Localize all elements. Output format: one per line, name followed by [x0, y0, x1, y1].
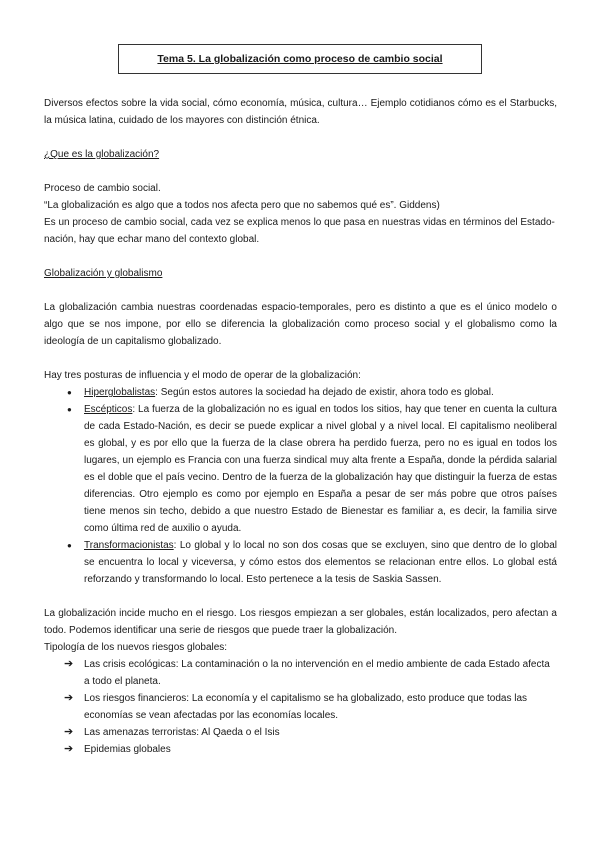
risk-text: Las crisis ecológicas: La contaminación o la no intervención en el medio ambiente de cada Estado afecta a todo el planeta. — [84, 659, 550, 687]
definition-line-1: Proceso de cambio social. — [44, 183, 161, 194]
risks-list — [44, 656, 557, 758]
arrow-right-icon: ➔ — [64, 692, 74, 704]
list-item — [64, 741, 557, 758]
section-heading-que-es: ¿Que es la globalización? — [44, 149, 160, 160]
posture-text: : La fuerza de la globalización no es igual en todos los sitios, hay que tener en cuenta la cultura de cada Estado-Nación, es decir se puede explicar a nivel global y a nivel local. El capitalismo neoliberal es global, y es por ello que la fuerza de la clase obrera ha perdido fuerza, pero no es igual en todos los lugares, un ejemplo es Francia con una fuerza sindical muy alta frente a España, donde la pérdida salarial es el doble que el país vecino. Dentro de la fuerza de la globalización hay que distinguir la fuerza de estas diferencias. Otro ejemplo es como por ejemplo en España a pesar de ser más pobre que otros países tiene menos sin techo, debido a que nuestro Estado de Bienestar es familiar a, es decir, la familia sirve como última red de auxilio o ayuda. — [84, 404, 557, 534]
risk-paragraph: La globalización incide mucho en el riesgo. Los riesgos empiezan a ser globales, están localizados, pero afectan a todo. Podemos identificar una serie de riesgos que puede traer la globalización. — [44, 608, 557, 636]
posture-term: Transformacionistas — [84, 540, 174, 551]
list-item — [84, 537, 557, 588]
definition-line-3: Es un proceso de cambio social, cada vez se explica menos lo que pasa en nuestras vidas en términos del Estado-nación, hay que echar mano del contexto global. — [44, 217, 555, 245]
list-item — [84, 401, 557, 537]
risk-text: Epidemias globales — [84, 744, 171, 755]
list-item — [64, 724, 557, 741]
list-item — [64, 690, 557, 724]
document-body — [44, 95, 557, 758]
globalismo-paragraph: La globalización cambia nuestras coordenadas espacio-temporales, pero es distinto a que es el único modelo o algo que se nos impone, por ello se diferencia la globalización como proceso social y el globalismo como la ideología de un capitalismo globalizado. — [44, 302, 557, 347]
posture-text: : Según estos autores la sociedad ha dejado de existir, ahora todo es global. — [155, 387, 494, 398]
arrow-right-icon: ➔ — [64, 726, 74, 738]
definition-line-2: “La globalización es algo que a todos nos afecta pero que no sabemos qué es”. Giddens) — [44, 200, 440, 211]
section-heading-globalismo: Globalización y globalismo — [44, 268, 163, 279]
posture-term: Escépticos — [84, 404, 133, 415]
page-title: Tema 5. La globalización como proceso de cambio social — [157, 53, 443, 65]
posture-term: Hiperglobalistas — [84, 387, 156, 398]
arrow-right-icon: ➔ — [64, 743, 74, 755]
posture-text: : Lo global y lo local no son dos cosas que se excluyen, sino que dentro de lo global se encuentra lo local y viceversa, y cómo estos dos elementos se relacionan entre ellos. Lo global está reforzando y transformando lo local. Esto pertenece a la tesis de Saskia Sassen. — [84, 540, 557, 585]
postures-list — [44, 384, 557, 588]
arrow-right-icon: ➔ — [64, 658, 74, 670]
list-item — [64, 656, 557, 690]
postures-intro: Hay tres posturas de influencia y el modo de operar de la globalización: — [44, 370, 361, 381]
risk-text: Los riesgos financieros: La economía y el capitalismo se ha globalizado, esto produce que todas las economías se vean afectadas por las economías locales. — [84, 693, 528, 721]
risk-text: Las amenazas terroristas: Al Qaeda o el Isis — [84, 727, 280, 738]
intro-paragraph: Diversos efectos sobre la vida social, cómo economía, música, cultura… Ejemplo cotidianos cómo es el Starbucks, la música latina, cuidado de los mayores con distinción étnica. — [44, 98, 557, 126]
title-box — [118, 44, 482, 74]
risk-heading: Tipología de los nuevos riesgos globales: — [44, 642, 228, 653]
list-item — [84, 384, 557, 401]
